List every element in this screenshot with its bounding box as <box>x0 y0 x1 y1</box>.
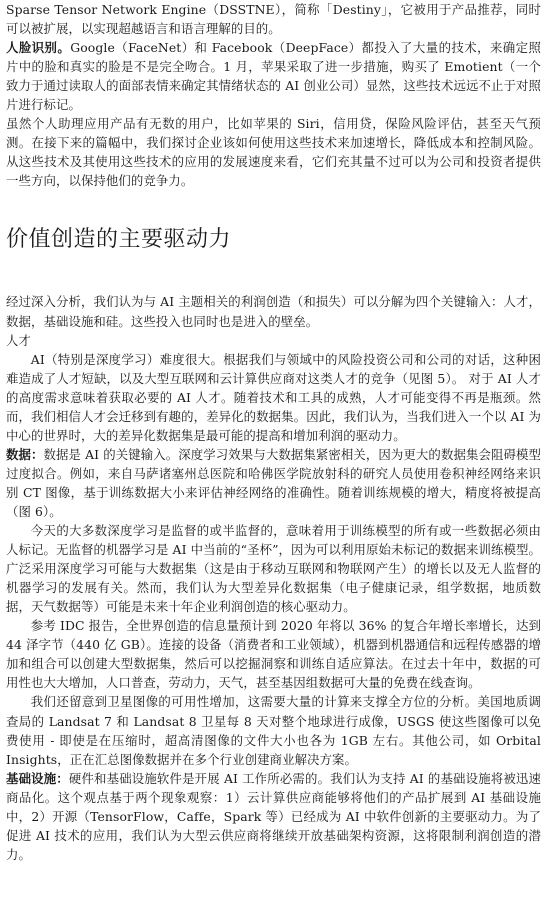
supervised-learning-paragraph: 今天的大多数深度学习是监督的或半监督的，意味着用于训练模型的所有或一些数据必须由人标记。无监督的机器学习是 AI 中当前的“圣杯”，因为可以利用原始未标记的数据来训练模型。广泛采用深度学习可能与大数据集（这是由于移动互联网和物联网产生）的增长以及无人监督的机器学习的发展有关。然而，我们认为大型差异化数据集（电子健康记录，组学数据，地质数据，天气数据等）可能是未来十年企业利润创造的核心驱动力。 <box>6 523 541 615</box>
intro-tail-paragraph: Sparse Tensor Network Engine（DSSTNE），简称「Destiny」，它被用于产品推荐，同时可以被扩展，以实现超越语言和语言理解的目的。 <box>6 2 541 37</box>
infrastructure-text: 硬件和基础设施软件是开展 AI 工作所必需的。我们认为支持 AI 的基础设施将被迅速商品化。这个观点基于两个现象观察：1）云计算供应商能够将他们的产品扩展到 AI 基础设施中，2）开源（TensorFlow，Caffe，Spark 等）已经成为 AI 中软件创新的主要驱动力。为了促进 AI 技术的应用，我们认为大型云供应商将继续开放基础架构资源，这将限制利润创造的潜力。 <box>6 770 542 862</box>
section-intro-paragraph: 经过深入分析，我们认为与 AI 主题相关的利润创造（和损失）可以分解为四个关键输入：人才，数据，基础设施和硅。这些投入也同时也是进入的壁垒。 <box>6 294 541 329</box>
infrastructure-paragraph <box>6 769 541 864</box>
assistant-paragraph: 虽然个人助理应用产品有无数的用户，比如苹果的 Siri，信用贷，保险风险评估，甚至天气预测。在接下来的篇幅中，我们探讨企业该如何使用这些技术来加速增长，降低成本和控制风险。从这些技术及其使用这些技术的应用的发展速度来看，它们充其量不过可以为公司和投资者提供一些方向，以保持他们的竞争力。 <box>6 116 541 189</box>
infrastructure-label: 基础设施： <box>6 770 69 786</box>
data-paragraph <box>6 445 541 521</box>
face-recognition-paragraph <box>6 38 541 114</box>
talent-label: 人才 <box>6 332 31 348</box>
face-recognition-text: Google（FaceNet）和 Facebook（DeepFace）都投入了大量的技术，来确定照片中的脸和真实的脸是不是完全吻合。1 月，苹果采取了进一步措施，购买了 Emotient（一个致力于通过读取人的面部表情来确定其情绪状态的 AI 创业公司）显然，这些技术远远不止于对照片进行标记。 <box>6 40 541 113</box>
talent-paragraph: AI（特别是深度学习）难度很大。根据我们与领域中的风险投资公司和公司的对话，这种困难造成了人才短缺，以及大型互联网和云计算供应商对这类人才的竞争（见图 5）。 对于 AI 人才的高度需求意味着获取必要的 AI 人才。随着技术和工具的成熟，人才可能变得不再是瓶颈。然而，我们相信人才会迁移到有趣的，差异化的数据集。因此，我们认为，当我们进入一个以 AI 为中心的世界时，大的差异化数据集是最可能的提高和增加利润的驱动力。 <box>6 351 541 443</box>
section-heading: 价值创造的主要驱动力 <box>6 227 232 253</box>
face-recognition-label: 人脸识别。 <box>6 40 71 56</box>
data-label: 数据： <box>6 446 44 462</box>
satellite-paragraph: 我们还留意到卫星图像的可用性增加，这需要大量的计算来支撑全方位的分析。美国地质调查局的 Landsat 7 和 Landsat 8 卫星每 8 天对整个地球进行成像，USGS 使这些图像可以免费使用 - 即使是在压缩时，超高清图像的文件大小也各为 1GB 左右。其他公司，如 Orbital Insights，正在汇总图像数据并在多个行业创建商业解决方案。 <box>6 694 541 767</box>
idc-report-paragraph: 参考 IDC 报告，全世界创造的信息量预计到 2020 年将以 36% 的复合年增长率增长，达到 44 泽字节（440 亿 GB）。连接的设备（消费者和工业领域），机器到机器通信和远程传感器的增加和组合可以创建大型数据集，然后可以挖掘洞察和训练自适应算法。在过去十年中，数据的可用性也大大增加，人口普查，劳动力，天气，甚至基因组数据可大量的免费在线查询。 <box>6 618 541 691</box>
data-text: 数据是 AI 的关键输入。深度学习效果与大数据集紧密相关，因为更大的数据集会阻碍模型过度拟合。例如，来自马萨诸塞州总医院和哈佛医学院放射科的研究人员使用卷积神经网络来识别 CT 图像，基于训练数据大小来评估神经网络的准确性。随着训练规模的增大，精度将被提高（图 6）。 <box>6 446 541 519</box>
